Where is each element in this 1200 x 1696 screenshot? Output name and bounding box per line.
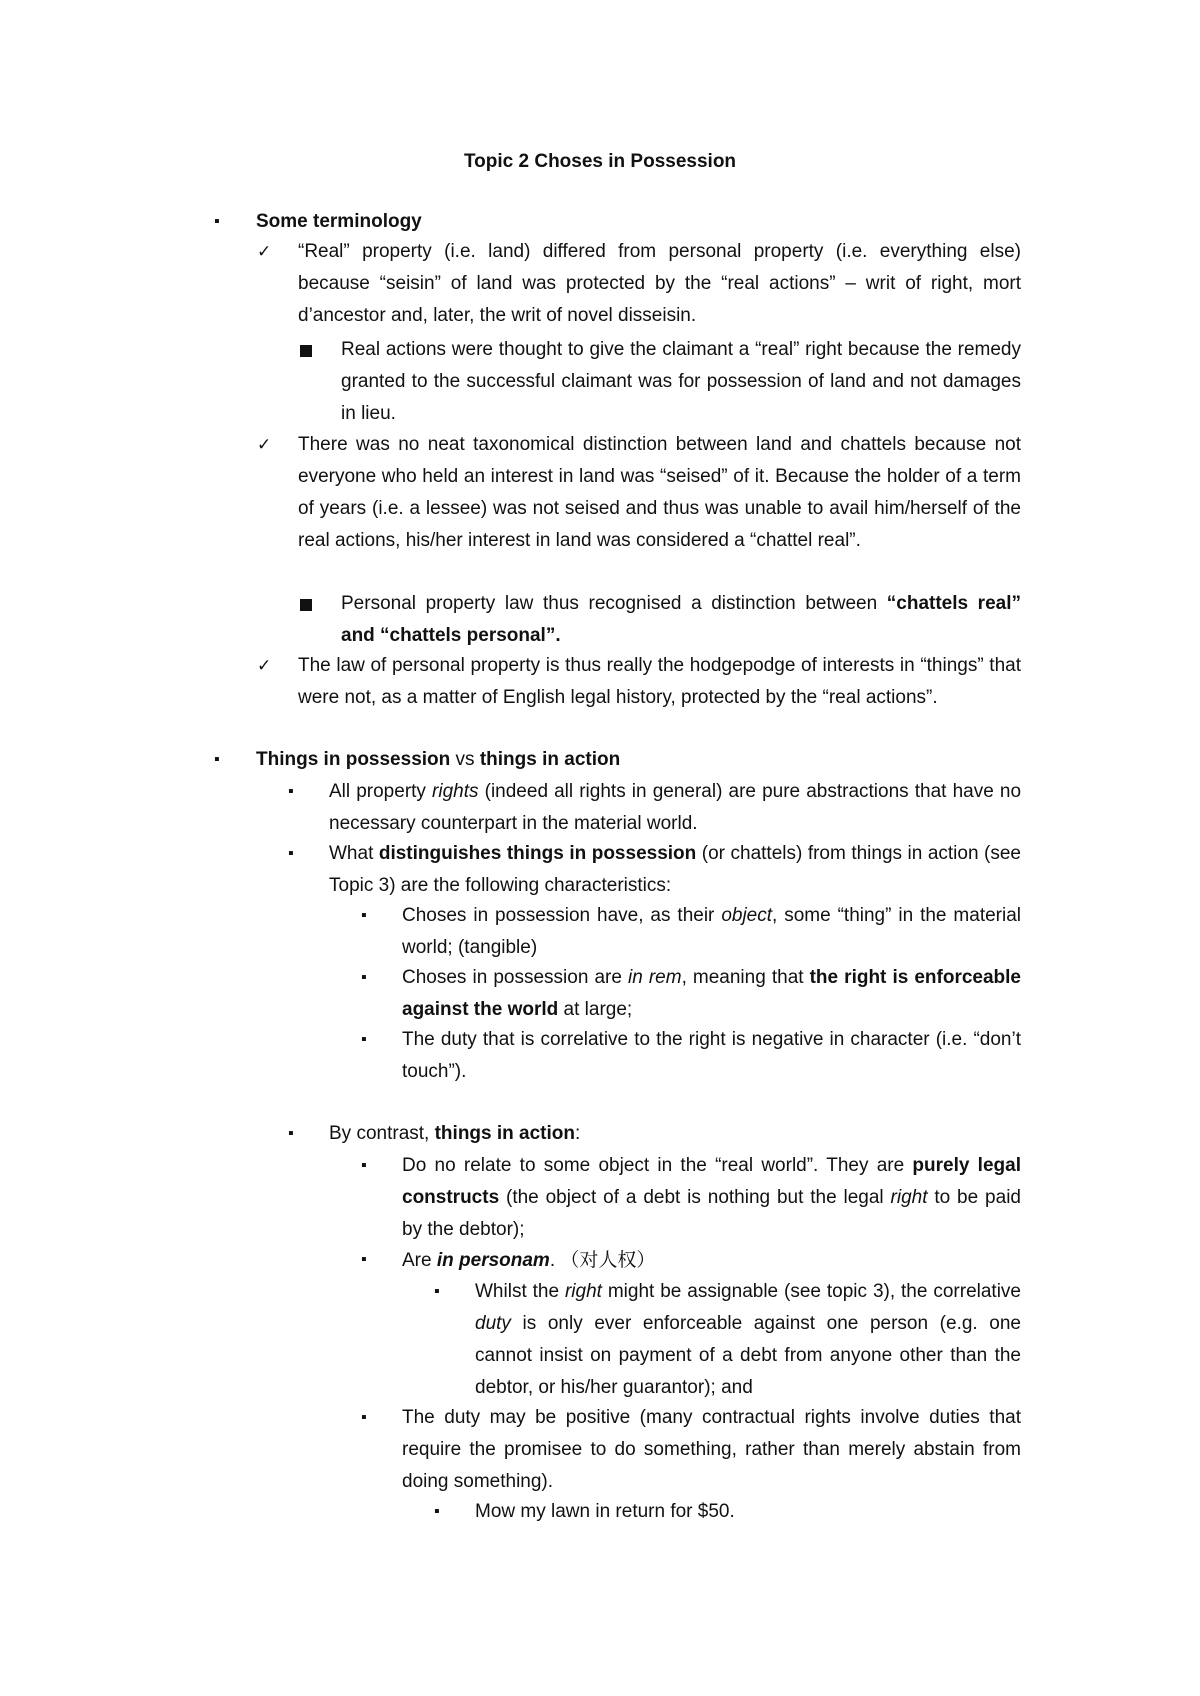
list-item: The duty that is correlative to the right is negative in character (i.e. “don’t touch”).: [402, 1029, 1021, 1082]
list-item: Do no relate to some object in the “real world”. They are purely legal constructs (the object of a debt is nothing but the legal right to be paid by the debtor);: [402, 1155, 1021, 1240]
terminology-point-2: There was no neat taxonomical distinction between land and chattels because not everyone who held an interest in land was “seised” of it. Because the holder of a term of years (i.e. a lessee) was not seised and thus was unable to avail him/herself of the real actions, his/her interest in land was considered a “chattel real”.: [298, 434, 1021, 551]
bullet-marker: ▪: [361, 907, 367, 924]
check-icon: ✓: [257, 656, 272, 676]
square-bullet-icon: [300, 345, 312, 357]
section-heading: [256, 206, 1021, 238]
list-item: All property rights (indeed all rights in general) are pure abstractions that have no necessary counterpart in the material world.: [329, 781, 1022, 834]
bullet-marker: ▪: [434, 1503, 440, 1520]
check-icon: ✓: [257, 242, 272, 262]
terminology-point-1: “Real” property (i.e. land) differed from personal property (i.e. everything else) because “seisin” of land was protected by the “real actions” – writ of right, mort d’ancestor and, later, the writ of novel disseisin.: [298, 241, 1021, 326]
bullet-marker: ▪: [288, 1125, 294, 1142]
heading-text: Some terminology: [256, 211, 422, 232]
bullet-marker: ▪: [361, 969, 367, 986]
list-item: Are in personam. （对人权）: [402, 1249, 656, 1271]
bullet-marker: ▪: [288, 845, 294, 862]
list-item: Choses in possession have, as their object, some “thing” in the material world; (tangible): [402, 905, 1021, 958]
page-title: Topic 2 Choses in Possession: [463, 151, 737, 172]
list-item: Whilst the right might be assignable (see topic 3), the correlative duty is only ever enforceable against one person (e.g. one cannot insist on payment of a debt from anyone other than the debtor, or his/her guarantor); and: [475, 1281, 1021, 1398]
list-item: By contrast, things in action:: [329, 1123, 581, 1144]
section-heading: Things in possession vs things in action: [256, 749, 621, 770]
check-icon: ✓: [257, 435, 272, 455]
list-item: The duty may be positive (many contractual rights involve duties that require the promisee to do something, rather than merely abstain from doing something).: [402, 1407, 1021, 1492]
bullet-marker: ▪: [361, 1157, 367, 1174]
bullet-marker: ▪: [288, 783, 294, 800]
list-item: Mow my lawn in return for $50.: [475, 1501, 735, 1522]
bullet-marker: ▪: [361, 1251, 367, 1268]
bullet-marker: ▪: [434, 1283, 440, 1300]
bullet-marker: ▪: [361, 1409, 367, 1426]
terminology-subpoint-2: Personal property law thus recognised a distinction between “chattels real” and “chattels personal”.: [341, 593, 1021, 646]
terminology-point-3: The law of personal property is thus really the hodgepodge of interests in “things” that were not, as a matter of English legal history, protected by the “real actions”.: [298, 655, 1021, 708]
list-item: What distinguishes things in possession (or chattels) from things in action (see Topic 3) are the following characteristics:: [329, 843, 1021, 896]
list-item: Choses in possession are in rem, meaning that the right is enforceable against the world at large;: [402, 967, 1022, 1020]
bullet-marker: ▪: [214, 213, 220, 230]
bullet-marker: ▪: [361, 1031, 367, 1048]
terminology-subpoint-1: Real actions were thought to give the claimant a “real” right because the remedy granted to the successful claimant was for possession of land and not damages in lieu.: [341, 339, 1021, 424]
square-bullet-icon: [300, 599, 312, 611]
bullet-marker: ▪: [214, 751, 220, 768]
